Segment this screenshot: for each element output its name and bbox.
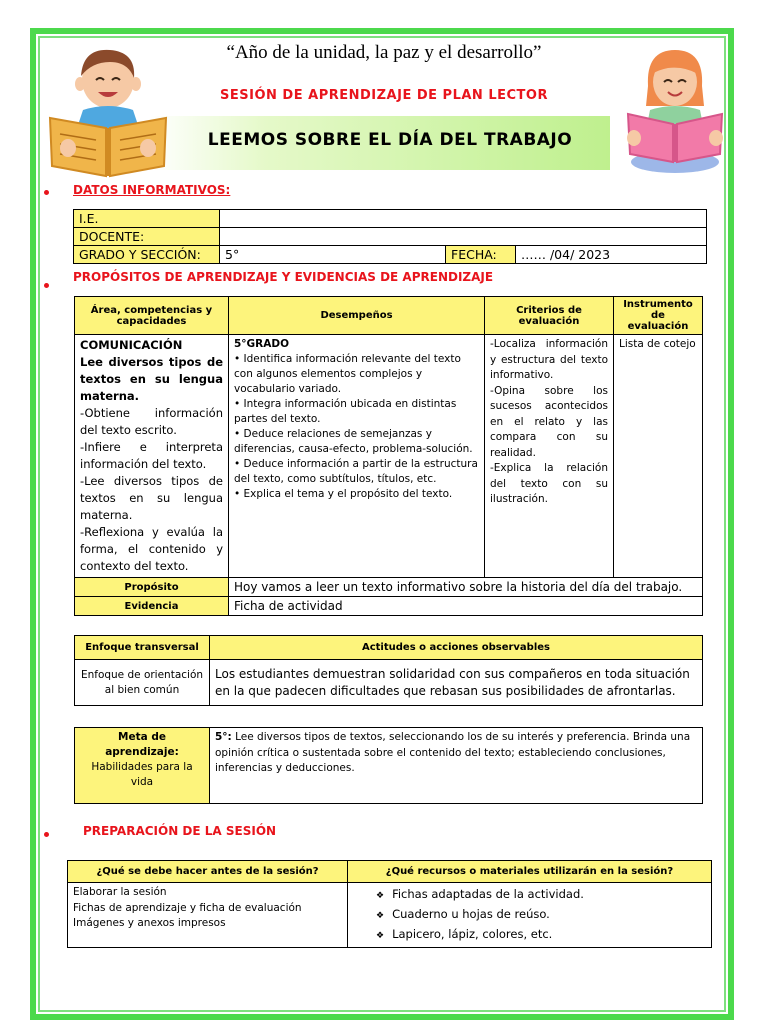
meta-label-cell: [75, 728, 210, 804]
competencia: Lee diversos tipos de textos en su lengua materna.: [80, 355, 223, 403]
meta-text: Lee diversos tipos de textos, seleccionando los de su interés y preferencia. Brinda una opinión crítica o sustentada sobre el contenido del texto; estableciendo conclusiones, inferencias y deducciones.: [215, 731, 691, 774]
enfoque-name: Enfoque de orientación al bien común: [75, 660, 210, 706]
year-motto: “Año de la unidad, la paz y el desarrollo”: [226, 42, 542, 63]
bullet-icon: [44, 190, 49, 195]
desempenos-cell: [229, 335, 485, 578]
area-name: COMUNICACIÓN: [80, 338, 183, 352]
ie-label: I.E.: [74, 210, 220, 228]
capacidad: -Infiere e interpreta información del texto.: [80, 440, 223, 471]
antes-header: ¿Qué se debe hacer antes de la sesión?: [68, 861, 348, 883]
antes-item: Imágenes y anexos impresos: [73, 917, 226, 929]
antes-cell: [68, 883, 348, 948]
capacidad: -Lee diversos tipos de textos en su lengua materna.: [80, 474, 223, 522]
meta-label: Meta de aprendizaje:: [105, 731, 179, 758]
desempeno-item: • Explica el tema y el propósito del texto.: [234, 488, 453, 500]
ie-value[interactable]: [220, 210, 707, 228]
proposito-label: Propósito: [75, 578, 229, 597]
bullet-icon: [44, 832, 49, 837]
fecha-value: …… /04/ 2023: [516, 246, 707, 264]
desempeno-item: • Deduce relaciones de semejanzas y diferencias, causa-efecto, problema-solución.: [234, 428, 473, 455]
grado-heading: 5°GRADO: [234, 338, 290, 350]
preparacion-section-title: PREPARACIÓN DE LA SESIÓN: [83, 824, 277, 838]
boy-reading-illustration: [48, 40, 168, 180]
criterio-item: -Explica la relación del texto con su ilustración.: [490, 462, 608, 505]
enfoque-header: Enfoque transversal: [75, 636, 210, 660]
docente-value[interactable]: [220, 228, 707, 246]
recurso-item: [376, 905, 706, 925]
meta-sub: Habilidades para la vida: [91, 761, 193, 788]
meta-grade: 5°:: [215, 731, 232, 743]
propositos-section-title: PROPÓSITOS DE APRENDIZAJE Y EVIDENCIAS DE APRENDIZAJE: [73, 270, 494, 284]
recurso-text: Fichas adaptadas de la actividad.: [392, 887, 584, 901]
session-title: LEEMOS SOBRE EL DÍA DEL TRABAJO: [207, 130, 573, 150]
desempeno-item: • Identifica información relevante del texto con algunos elementos complejos y vocabulario variado.: [234, 353, 461, 395]
session-subtitle: SESIÓN DE APRENDIZAJE DE PLAN LECTOR: [220, 88, 548, 103]
criterios-cell: [485, 335, 614, 578]
capacidad: -Obtiene información del texto escrito.: [80, 406, 223, 437]
evidencia-label: Evidencia: [75, 597, 229, 616]
grado-value: 5°: [220, 246, 446, 264]
antes-item: Elaborar la sesión: [73, 886, 167, 898]
recursos-header: ¿Qué recursos o materiales utilizarán en la sesión?: [348, 861, 712, 883]
instrumento-cell: Lista de cotejo: [614, 335, 703, 578]
recurso-item: [376, 885, 706, 905]
proposito-value: Hoy vamos a leer un texto informativo sobre la historia del día del trabajo.: [229, 578, 703, 597]
datos-table: [73, 209, 707, 264]
grado-label: GRADO Y SECCIÓN:: [74, 246, 220, 264]
recursos-cell: [348, 883, 712, 948]
fecha-label: FECHA:: [446, 246, 516, 264]
col-header-area: Área, competencias y capacidades: [75, 297, 229, 335]
criterio-item: -Localiza información y estructura del texto informativo.: [490, 338, 608, 381]
recurso-text: Cuaderno u hojas de reúso.: [392, 907, 550, 921]
desempeno-item: • Deduce información a partir de la estructura del texto, como subtítulos, títulos, etc.: [234, 458, 478, 485]
evidencia-value: Ficha de actividad: [229, 597, 703, 616]
girl-reading-illustration: [620, 44, 730, 176]
col-header-desempenos: Desempeños: [229, 297, 485, 335]
preparacion-table: [67, 860, 712, 948]
docente-label: DOCENTE:: [74, 228, 220, 246]
recurso-text: Lapicero, lápiz, colores, etc.: [392, 927, 553, 941]
criterio-item: -Opina sobre los sucesos acontecidos en el relato y las compara con su realidad.: [490, 384, 608, 459]
diamond-bullet-icon: ❖: [376, 931, 385, 941]
col-header-instrumento: Instrumento de evaluación: [614, 297, 703, 335]
meta-table: [74, 727, 703, 804]
bullet-icon: [44, 283, 49, 288]
antes-item: Fichas de aprendizaje y ficha de evaluación: [73, 901, 302, 914]
enfoque-table: [74, 635, 703, 706]
actitudes-header: Actitudes o acciones observables: [210, 636, 703, 660]
col-header-criterios: Criterios de evaluación: [485, 297, 614, 335]
desempeno-item: • Integra información ubicada en distintas partes del texto.: [234, 398, 457, 425]
area-cell: [75, 335, 229, 578]
diamond-bullet-icon: ❖: [376, 911, 385, 921]
recurso-item: [376, 925, 706, 945]
datos-section-title: DATOS INFORMATIVOS:: [73, 183, 231, 197]
propositos-table: [74, 296, 703, 616]
meta-text-cell: [210, 728, 703, 804]
diamond-bullet-icon: ❖: [376, 891, 385, 901]
actitudes-text: Los estudiantes demuestran solidaridad con sus compañeros en toda situación en la que padecen dificultades que rebasan sus posibilidades de afrontarlas.: [210, 660, 703, 706]
capacidad: -Reflexiona y evalúa la forma, el contenido y contexto del texto.: [80, 525, 223, 573]
